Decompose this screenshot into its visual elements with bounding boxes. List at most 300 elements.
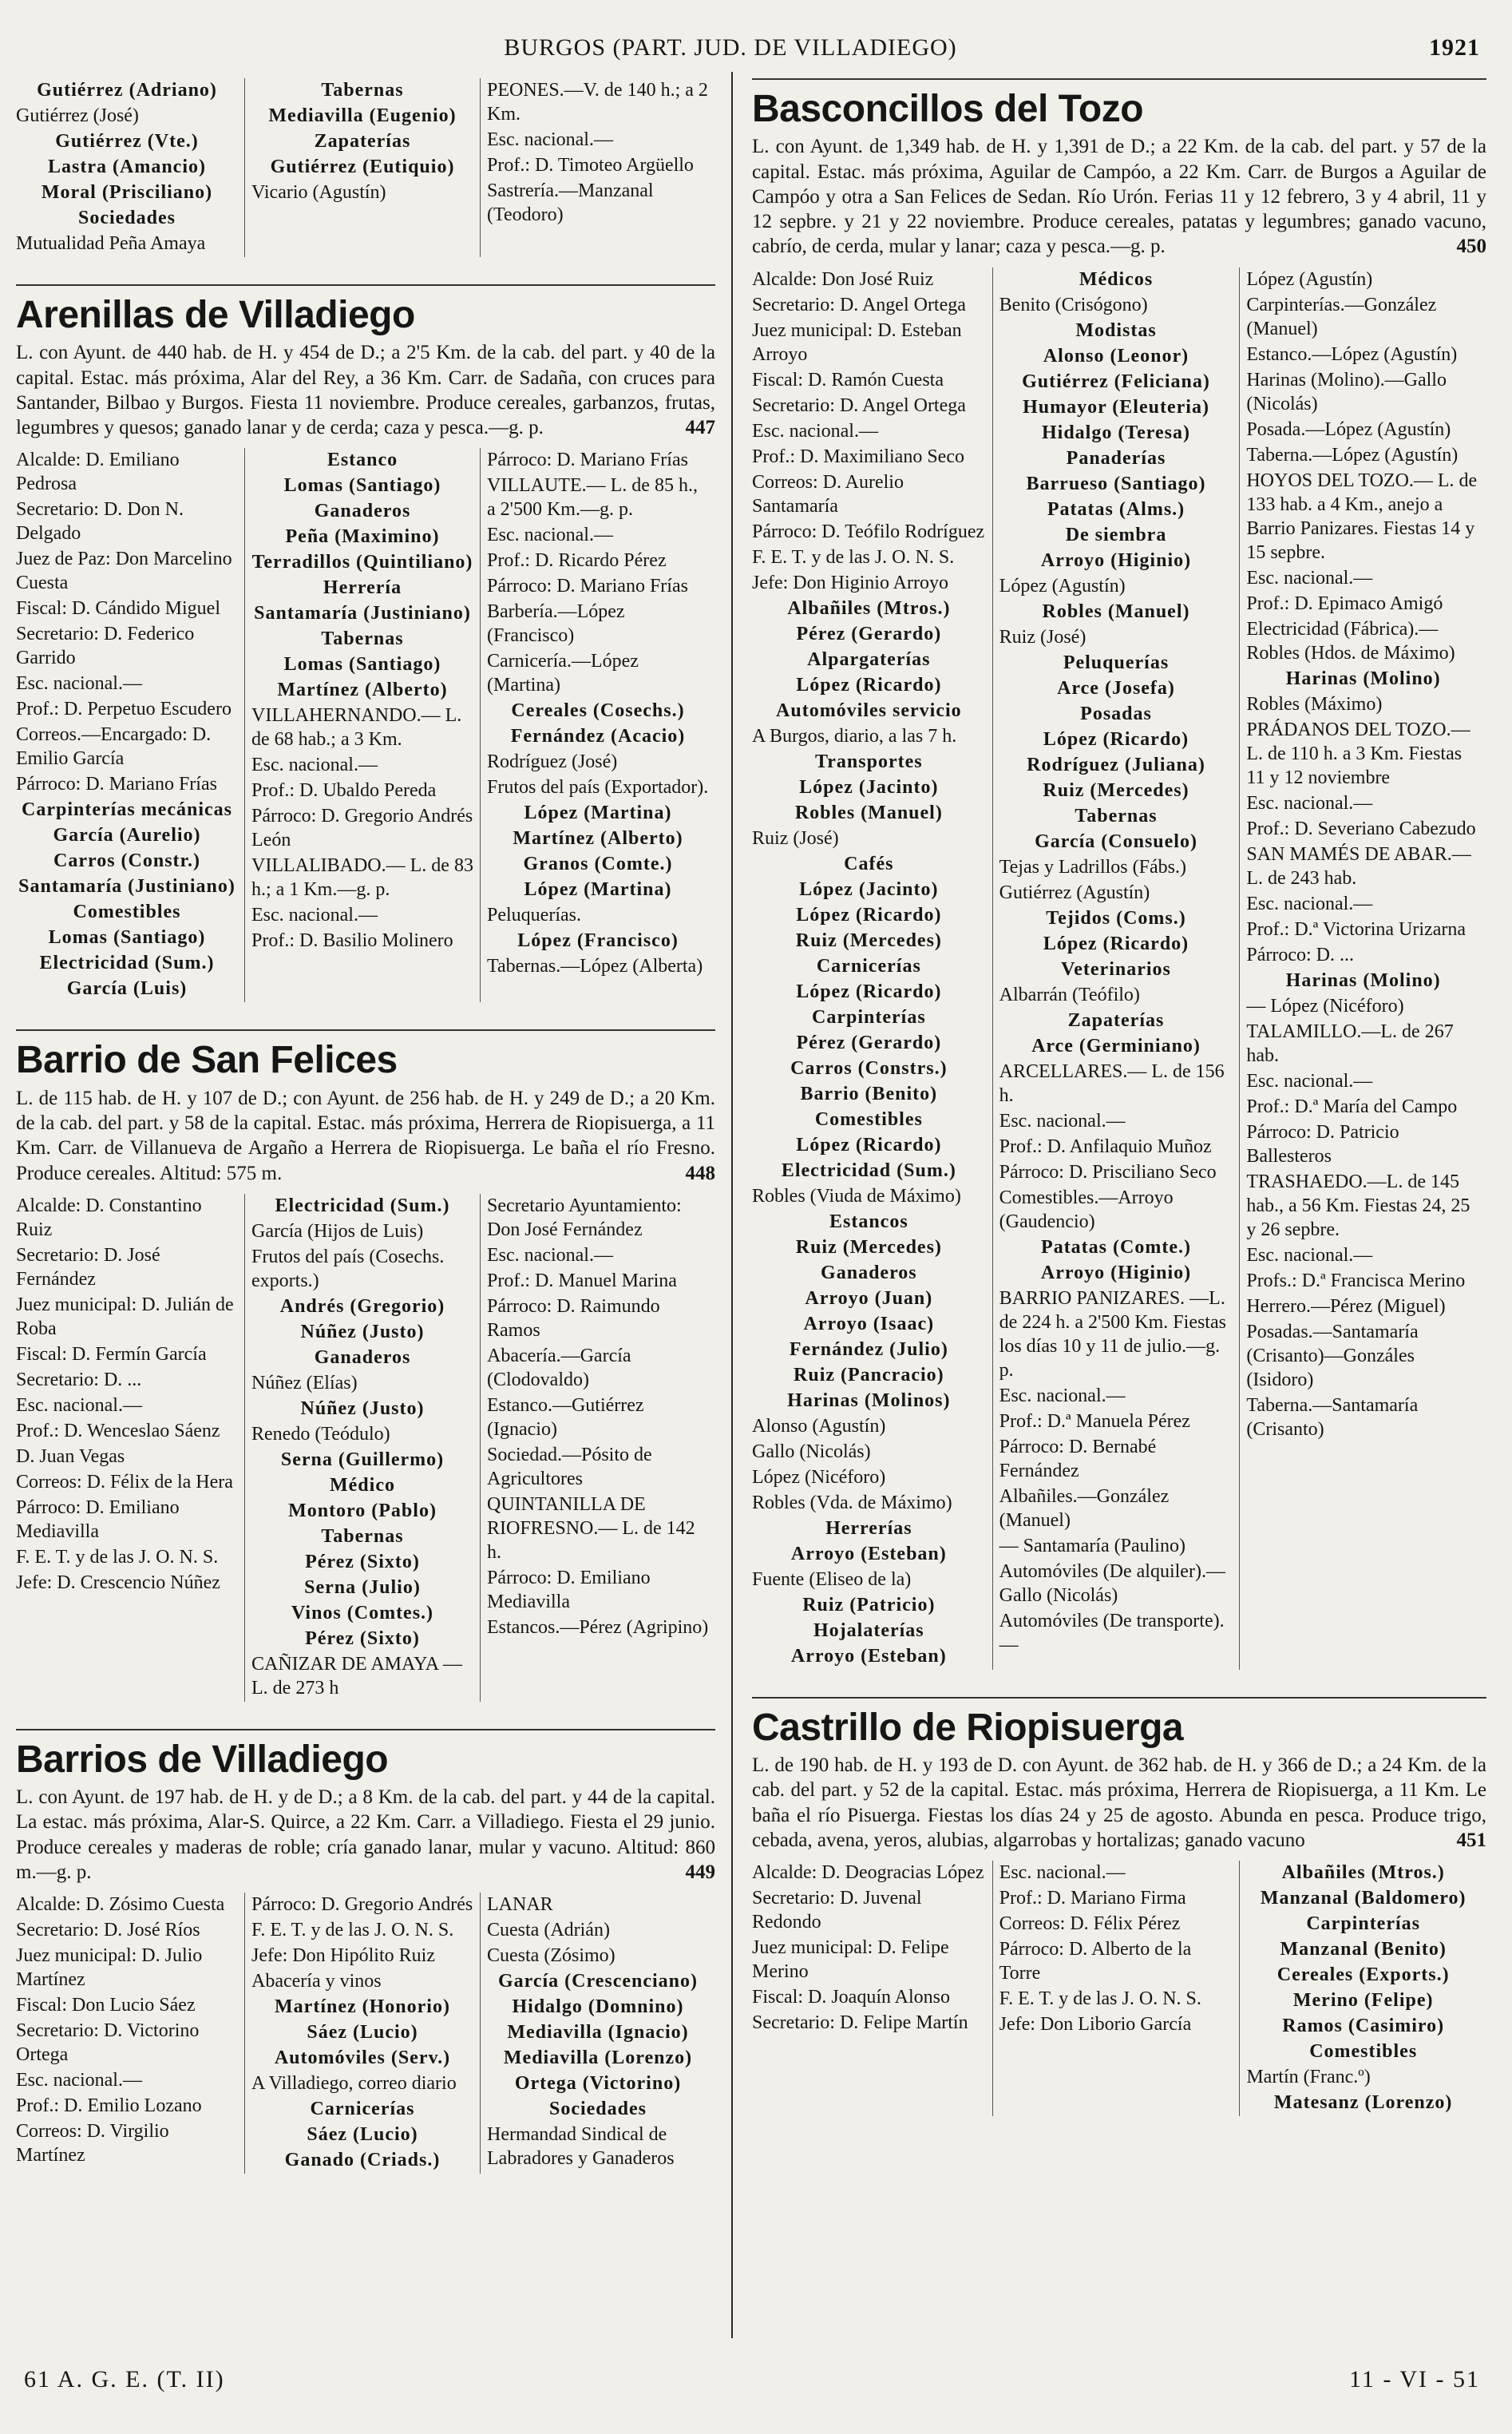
entry-text: F. E. T. y de las J. O. N. S. xyxy=(999,1988,1201,2010)
directory-entry xyxy=(487,1893,709,1917)
directory-entry xyxy=(16,1470,238,1494)
directory-entry xyxy=(251,155,473,179)
entry-text: Párroco: D. Gregorio Andrés xyxy=(251,1894,473,1916)
directory-entry xyxy=(251,474,473,498)
directory-entry xyxy=(487,179,709,227)
directory-entry xyxy=(16,448,238,496)
directory-entry xyxy=(16,723,238,771)
entry-text: Esc. nacional.— xyxy=(16,1394,142,1416)
entries-grid xyxy=(16,448,715,1002)
entry-text: Esc. nacional.— xyxy=(1246,792,1373,814)
directory-entry xyxy=(487,878,709,902)
directory-entry xyxy=(1246,592,1480,616)
directory-entry xyxy=(16,1944,238,1992)
directory-entry xyxy=(752,1108,986,1132)
directory-entry xyxy=(251,2020,473,2044)
directory-entry xyxy=(752,293,986,317)
entry-text: Taberna.—Santamaría (Crisanto) xyxy=(1246,1394,1419,1440)
entry-text: Alcalde: D. Zósimo Cuesta xyxy=(16,1894,225,1916)
directory-entry xyxy=(999,1286,1233,1382)
entry-text: Carnicería.—López (Martina) xyxy=(487,651,639,696)
entry-text: Sociedad.—Pósito de Agricultores xyxy=(487,1444,652,1489)
category-heading: Humayor (Eleuteria) xyxy=(1023,396,1209,418)
directory-entry xyxy=(487,750,709,774)
directory-entry xyxy=(16,1571,238,1595)
entry-text: Fuente (Eliseo de la) xyxy=(752,1568,912,1590)
right-column xyxy=(752,78,1486,2346)
entry-text: Frutos del país (Cosechs. exports.) xyxy=(251,1246,445,1291)
directory-entry xyxy=(752,394,986,418)
category-heading: López (Ricardo) xyxy=(1043,933,1189,954)
category-heading: Ganaderos xyxy=(314,501,411,522)
entry-code: 451 xyxy=(1456,1829,1486,1851)
entry-text: Martín (Franc.º) xyxy=(1246,2067,1371,2088)
category-heading: Médicos xyxy=(1079,268,1154,290)
category-heading: Cereales (Cosechs.) xyxy=(511,700,685,722)
entry-text: Robles (Viuda de Máximo) xyxy=(752,1185,961,1207)
entry-text: Párroco: D. Prisciliano Seco xyxy=(999,1161,1217,1183)
directory-entry xyxy=(1246,1069,1480,1093)
directory-entry xyxy=(752,268,986,291)
category-heading: López (Ricardo) xyxy=(1043,728,1189,750)
entry-text: Alonso (Agustín) xyxy=(752,1415,886,1437)
directory-entry xyxy=(999,804,1233,828)
directory-entry xyxy=(1246,1861,1480,1885)
directory-entry xyxy=(1246,969,1480,993)
category-heading: Manzanal (Baldomero) xyxy=(1260,1888,1466,1909)
directory-entry xyxy=(487,1443,709,1491)
category-heading: Arroyo (Higinio) xyxy=(1040,549,1192,571)
directory-entry xyxy=(487,801,709,825)
entry-text: Esc. nacional.— xyxy=(487,525,613,546)
directory-entry xyxy=(752,597,986,620)
directory-entry xyxy=(752,1491,986,1515)
directory-entry xyxy=(16,874,238,898)
directory-entry xyxy=(251,1346,473,1370)
entry-text: CAÑIZAR DE AMAYA —L. de 273 h xyxy=(251,1653,462,1699)
directory-entry xyxy=(1246,692,1480,716)
entry-text: Renedo (Teódulo) xyxy=(251,1423,390,1445)
entry-column xyxy=(16,78,244,257)
directory-entry xyxy=(1246,791,1480,815)
directory-entry xyxy=(999,651,1233,675)
directory-entry xyxy=(16,1293,238,1341)
directory-entry xyxy=(16,1445,238,1469)
category-heading: Ganaderos xyxy=(314,1346,411,1368)
entry-text: — Santamaría (Paulino) xyxy=(999,1535,1185,1556)
directory-entry xyxy=(1246,1020,1480,1068)
directory-entry xyxy=(16,129,238,153)
directory-entry xyxy=(251,1918,473,1942)
entry-text: Cuesta (Adrián) xyxy=(487,1920,610,1941)
directory-entry xyxy=(752,1619,986,1643)
directory-entry xyxy=(1246,293,1480,341)
directory-entry xyxy=(251,1245,473,1293)
directory-entry xyxy=(251,678,473,702)
category-heading: Albañiles (Mtros.) xyxy=(1281,1862,1445,1884)
directory-entry xyxy=(487,1344,709,1392)
town-section xyxy=(752,78,1486,1670)
category-heading: De siembra xyxy=(1065,524,1167,545)
category-heading: Sociedades xyxy=(77,208,176,228)
entry-column xyxy=(992,1861,1240,2116)
directory-entry xyxy=(251,2097,473,2121)
directory-entry xyxy=(752,903,986,927)
category-heading: García (Consuelo) xyxy=(1035,830,1197,852)
entry-text: Prof.: D. Maximiliano Seco xyxy=(752,446,964,467)
directory-entry xyxy=(1246,667,1480,691)
entry-text: TRASHAEDO.—L. de 145 hab., a 56 Km. Fiestas 24, 25 y 26 sepbre. xyxy=(1246,1171,1470,1240)
town-description xyxy=(752,134,1486,259)
entry-text: Esc. nacional.— xyxy=(487,1244,613,1266)
town-description xyxy=(16,1785,715,1885)
directory-entry xyxy=(16,823,238,847)
entry-text: F. E. T. y de las J. O. N. S. xyxy=(251,1920,454,1941)
entry-column xyxy=(480,78,715,257)
directory-entry xyxy=(16,1893,238,1917)
category-heading: Gutiérrez (Vte.) xyxy=(55,131,199,152)
directory-entry xyxy=(16,1393,238,1417)
column-divider xyxy=(731,72,733,2338)
entry-text: Esc. nacional.— xyxy=(16,2070,142,2091)
directory-entry xyxy=(1246,343,1480,367)
category-heading: Electricidad (Sum.) xyxy=(781,1160,956,1181)
category-heading: López (Jacinto) xyxy=(799,878,939,900)
category-heading: Sáez (Lucio) xyxy=(307,2022,418,2044)
directory-entry xyxy=(1246,918,1480,941)
category-heading: Ruiz (Mercedes) xyxy=(795,1236,942,1258)
category-heading: Arroyo (Isaac) xyxy=(803,1313,935,1334)
entry-text: Párroco: D. Patricio Ballesteros xyxy=(1246,1121,1399,1167)
entry-text: Secretario Ayuntamiento: Don José Fernández xyxy=(487,1195,682,1240)
directory-entry xyxy=(752,1593,986,1617)
entry-text: PEONES.—V. de 140 h.; a 2 Km. xyxy=(487,80,708,125)
directory-entry xyxy=(752,571,986,595)
category-heading: Tabernas xyxy=(1075,805,1158,827)
entry-text: Posada.—López (Agustín) xyxy=(1246,418,1451,440)
entry-text: Fiscal: D. Joaquín Alonso xyxy=(752,1987,951,2008)
entry-text: Rodríguez (José) xyxy=(487,751,618,773)
continuation-grid xyxy=(16,78,715,257)
directory-entry xyxy=(999,1435,1233,1483)
entry-text: Secretario: D. Angel Ortega xyxy=(752,294,966,315)
directory-entry xyxy=(16,547,238,595)
category-heading: Serna (Julio) xyxy=(304,1576,421,1598)
directory-entry xyxy=(251,1499,473,1523)
directory-entry xyxy=(999,1937,1233,1985)
directory-entry xyxy=(999,1861,1233,1885)
directory-entry xyxy=(999,702,1233,726)
directory-entry xyxy=(16,1545,238,1569)
entry-text: ARCELLARES.— L. de 156 h. xyxy=(999,1060,1225,1106)
category-heading: Pérez (Sixto) xyxy=(305,1627,420,1649)
page-header xyxy=(32,32,1480,64)
directory-entry xyxy=(251,129,473,153)
entry-text: Párroco: D. Mariano Frías xyxy=(16,774,217,795)
entry-text: Comestibles.—Arroyo (Gaudencio) xyxy=(999,1187,1174,1232)
entry-text: Albañiles.—González (Manuel) xyxy=(999,1485,1170,1531)
entry-text: Prof.: D. Perpetuo Escudero xyxy=(16,699,232,720)
entry-text: Párroco: D. Alberto de la Torre xyxy=(999,1939,1192,1984)
entry-column xyxy=(752,1861,992,2116)
page-number: 1921 xyxy=(1429,34,1480,61)
category-heading: Arce (Josefa) xyxy=(1057,677,1175,699)
directory-entry xyxy=(16,1993,238,2017)
directory-entry xyxy=(251,1652,473,1700)
directory-entry xyxy=(1246,1963,1480,1987)
entry-text: Prof.: D.ª Manuela Pérez xyxy=(999,1410,1190,1432)
entry-text: Núñez (Elías) xyxy=(251,1372,358,1393)
directory-entry xyxy=(251,854,473,902)
entry-text: A Burgos, diario, a las 7 h. xyxy=(752,725,957,747)
directory-entry xyxy=(16,1243,238,1291)
directory-entry xyxy=(487,929,709,953)
directory-entry xyxy=(752,470,986,518)
category-heading: Lomas (Santiago) xyxy=(48,927,206,949)
category-heading: Carros (Constrs.) xyxy=(790,1057,948,1079)
directory-entry xyxy=(251,1371,473,1395)
directory-entry xyxy=(487,1294,709,1342)
entry-text: Electricidad (Fábrica).—Robles (Hdos. de Máximo) xyxy=(1246,618,1455,664)
directory-entry xyxy=(752,622,986,646)
directory-entry xyxy=(251,2071,473,2095)
category-heading: Ruiz (Mercedes) xyxy=(1043,779,1189,801)
entry-text: VILLALIBADO.— L. de 83 h.; a 1 Km.—g. p. xyxy=(251,855,473,901)
directory-entry xyxy=(999,625,1233,649)
directory-entry xyxy=(251,78,473,102)
entry-text: Esc. nacional.— xyxy=(999,1110,1126,1132)
directory-entry xyxy=(1246,892,1480,916)
town-description xyxy=(16,340,715,440)
category-heading: Gutiérrez (Feliciana) xyxy=(1022,371,1210,392)
directory-entry xyxy=(487,474,709,521)
entries-grid xyxy=(16,1194,715,1702)
entry-text: VILLAHERNANDO.— L. de 68 hab.; a 3 Km. xyxy=(251,705,462,751)
directory-entry xyxy=(999,1235,1233,1259)
directory-entry xyxy=(251,1294,473,1318)
category-heading: Comestibles xyxy=(1309,2041,1418,2063)
directory-entry xyxy=(251,499,473,523)
directory-entry xyxy=(999,932,1233,956)
entry-text: Correos: D. Virgilio Martínez xyxy=(16,2121,169,2166)
category-heading: Hidalgo (Teresa) xyxy=(1042,422,1191,443)
town-name: Basconcillos del Tozo xyxy=(752,88,1144,130)
directory-entry xyxy=(752,929,986,953)
category-heading: Barrueso (Santiago) xyxy=(1026,473,1206,494)
category-heading: Robles (Manuel) xyxy=(1042,601,1190,622)
directory-entry xyxy=(16,672,238,696)
directory-entry xyxy=(487,954,709,978)
entry-text: Fiscal: D. Cándido Miguel xyxy=(16,598,220,620)
entry-text: Gutiérrez (Agustín) xyxy=(999,882,1150,903)
directory-entry xyxy=(999,1534,1233,1558)
entry-text: Esc. nacional.— xyxy=(752,420,878,442)
directory-entry xyxy=(251,576,473,600)
category-heading: Posadas xyxy=(1080,703,1152,724)
directory-entry xyxy=(752,1184,986,1208)
directory-entry xyxy=(1246,617,1480,665)
directory-entry xyxy=(487,2123,709,2170)
directory-entry xyxy=(999,830,1233,854)
directory-entry xyxy=(752,1861,986,1885)
directory-entry xyxy=(251,1422,473,1446)
category-heading: Lomas (Santiago) xyxy=(283,475,441,497)
entry-text: Esc. nacional.— xyxy=(1246,567,1373,589)
directory-entry xyxy=(251,779,473,803)
entry-text: VILLAUTE.— L. de 85 h., a 2'500 Km.—g. p. xyxy=(487,475,698,521)
entry-text: F. E. T. y de las J. O. N. S. xyxy=(16,1546,219,1568)
category-heading: Patatas (Alms.) xyxy=(1047,498,1185,520)
entry-text: Prof.: D.ª Victorina Urizarna xyxy=(1246,918,1466,940)
directory-entry xyxy=(752,1440,986,1464)
category-heading: Veterinarios xyxy=(1061,958,1171,980)
category-heading: Arroyo (Esteban) xyxy=(790,1543,947,1564)
category-heading: Lomas (Santiago) xyxy=(283,654,441,676)
category-heading: Gutiérrez (Eutiquio) xyxy=(270,157,455,177)
category-heading: López (Martina) xyxy=(524,803,672,824)
directory-entry xyxy=(752,1082,986,1106)
directory-entry xyxy=(16,597,238,620)
entry-text: Correos: D. Félix de la Hera xyxy=(16,1471,233,1493)
entry-text: SAN MAMÉS DE ABAR.— L. de 243 hab. xyxy=(1246,843,1471,889)
directory-entry xyxy=(16,1419,238,1443)
directory-entry xyxy=(999,983,1233,1007)
entry-text: Robles (Vda. de Máximo) xyxy=(752,1492,952,1513)
entry-text: López (Agustín) xyxy=(999,575,1126,597)
entry-column xyxy=(16,1194,244,1702)
category-heading: Ruiz (Patricio) xyxy=(802,1594,936,1615)
category-heading: Andrés (Gregorio) xyxy=(279,1295,445,1317)
entry-text: Esc. nacional.— xyxy=(251,905,378,926)
directory-entry xyxy=(999,2012,1233,2036)
directory-entry xyxy=(1246,1294,1480,1318)
directory-entry xyxy=(251,2046,473,2070)
category-heading: Modistas xyxy=(1075,319,1157,341)
directory-entry xyxy=(999,1160,1233,1184)
directory-entry xyxy=(999,1409,1233,1433)
directory-entry xyxy=(752,1261,986,1285)
category-heading: Santamaría (Justiniano) xyxy=(18,876,236,898)
entry-text: Párroco: D. Gregorio Andrés León xyxy=(251,806,473,851)
directory-entry xyxy=(752,520,986,544)
category-heading: Ganado (Criads.) xyxy=(284,2150,441,2171)
entry-text: Esc. nacional.— xyxy=(1246,1070,1373,1092)
entry-code: 448 xyxy=(685,1162,715,1184)
directory-entry xyxy=(999,1485,1233,1532)
directory-entry xyxy=(752,1985,986,2009)
entry-text: Correos.—Encargado: D. Emilio García xyxy=(16,724,212,770)
entry-text: Esc. nacional.— xyxy=(251,755,378,776)
footer-left: 61 A. G. E. (T. II) xyxy=(24,2366,225,2392)
category-heading: Cereales (Exports.) xyxy=(1276,1964,1450,1986)
entries-grid xyxy=(752,1861,1486,2116)
directory-entry xyxy=(1246,1937,1480,1961)
entry-text: Gutiérrez (José) xyxy=(16,105,139,126)
directory-entry xyxy=(999,1987,1233,2011)
directory-entry xyxy=(999,319,1233,343)
directory-entry xyxy=(251,1473,473,1497)
entry-text: Vicario (Agustín) xyxy=(251,182,386,203)
directory-entry xyxy=(16,951,238,975)
directory-entry xyxy=(752,445,986,469)
directory-entry xyxy=(487,903,709,927)
directory-entry xyxy=(752,1389,986,1413)
directory-entry xyxy=(999,293,1233,317)
directory-entry xyxy=(487,1269,709,1293)
directory-entry xyxy=(752,1936,986,1984)
entry-column xyxy=(16,448,244,1002)
category-heading: Arroyo (Juan) xyxy=(805,1287,933,1309)
directory-entry xyxy=(1246,1170,1480,1242)
entry-text: Esc. nacional.— xyxy=(999,1385,1126,1406)
directory-entry xyxy=(487,775,709,799)
entry-text: A Villadiego, correo diario xyxy=(251,2073,457,2095)
entry-text: Alcalde: D. Constantino Ruiz xyxy=(16,1195,202,1240)
entry-text: Carpinterías.—González (Manuel) xyxy=(1246,294,1437,339)
directory-entry xyxy=(1246,994,1480,1018)
directory-entry xyxy=(1246,2091,1480,2115)
directory-entry xyxy=(752,1133,986,1157)
directory-entry xyxy=(251,104,473,128)
entry-text: Albarrán (Teófilo) xyxy=(999,984,1140,1005)
directory-entry xyxy=(1246,1988,1480,2012)
directory-entry xyxy=(999,855,1233,879)
directory-entry xyxy=(487,1566,709,1614)
entry-text: Párroco: D. Bernabé Fernández xyxy=(999,1436,1157,1481)
directory-entry xyxy=(487,549,709,573)
directory-entry xyxy=(487,724,709,748)
directory-entry xyxy=(1246,566,1480,590)
category-heading: Barrio (Benito) xyxy=(800,1083,938,1104)
directory-entry xyxy=(16,232,238,256)
directory-entry xyxy=(487,699,709,723)
directory-entry xyxy=(16,2019,238,2067)
entry-text: Alcalde: D. Deogracias López xyxy=(752,1862,984,1884)
directory-entry xyxy=(999,1060,1233,1108)
directory-entry xyxy=(487,1194,709,1242)
entry-text: Secretario: D. Don N. Delgado xyxy=(16,499,184,545)
entry-column xyxy=(992,268,1240,1670)
directory-entry xyxy=(752,673,986,697)
entries-grid xyxy=(752,268,1486,1670)
category-heading: Matesanz (Lorenzo) xyxy=(1273,2092,1453,2114)
category-heading: Peluquerías xyxy=(1063,652,1170,673)
entry-text: HOYOS DEL TOZO.— L. de 133 hab. a 4 Km., anejo a Barrio Panizares. Fiestas 14 y 15 sepbre. xyxy=(1246,470,1478,563)
entry-text: Alcalde: Don José Ruiz xyxy=(752,268,934,290)
directory-entry xyxy=(752,775,986,799)
entry-text: Párroco: D. Mariano Frías xyxy=(487,576,688,597)
town-name: Castrillo de Riopisuerga xyxy=(752,1706,1184,1749)
directory-entry xyxy=(16,697,238,721)
entry-text: Cuesta (Zósimo) xyxy=(487,1945,615,1967)
category-heading: Peña (Maximino) xyxy=(285,526,440,548)
category-heading: Hojalaterías xyxy=(813,1619,924,1641)
directory-entry xyxy=(999,574,1233,598)
entry-text: Sastrería.—Manzanal (Teodoro) xyxy=(487,180,654,225)
footer-right: 11 - VI - 51 xyxy=(1349,2366,1480,2392)
entries-grid xyxy=(16,1893,715,2174)
directory-entry xyxy=(16,498,238,545)
entry-text: Prof.: D. Wenceslao Sáenz xyxy=(16,1420,220,1441)
entry-text: Jefe: D. Crescencio Núñez xyxy=(16,1572,220,1593)
category-heading: García (Aurelio) xyxy=(53,825,201,846)
directory-entry xyxy=(1246,1243,1480,1267)
category-heading: Ruiz (Mercedes) xyxy=(795,930,942,951)
entry-text: Benito (Crisógono) xyxy=(999,294,1148,315)
entry-text: Peluquerías. xyxy=(487,905,581,926)
directory-entry xyxy=(16,1194,238,1242)
directory-entry xyxy=(16,622,238,670)
